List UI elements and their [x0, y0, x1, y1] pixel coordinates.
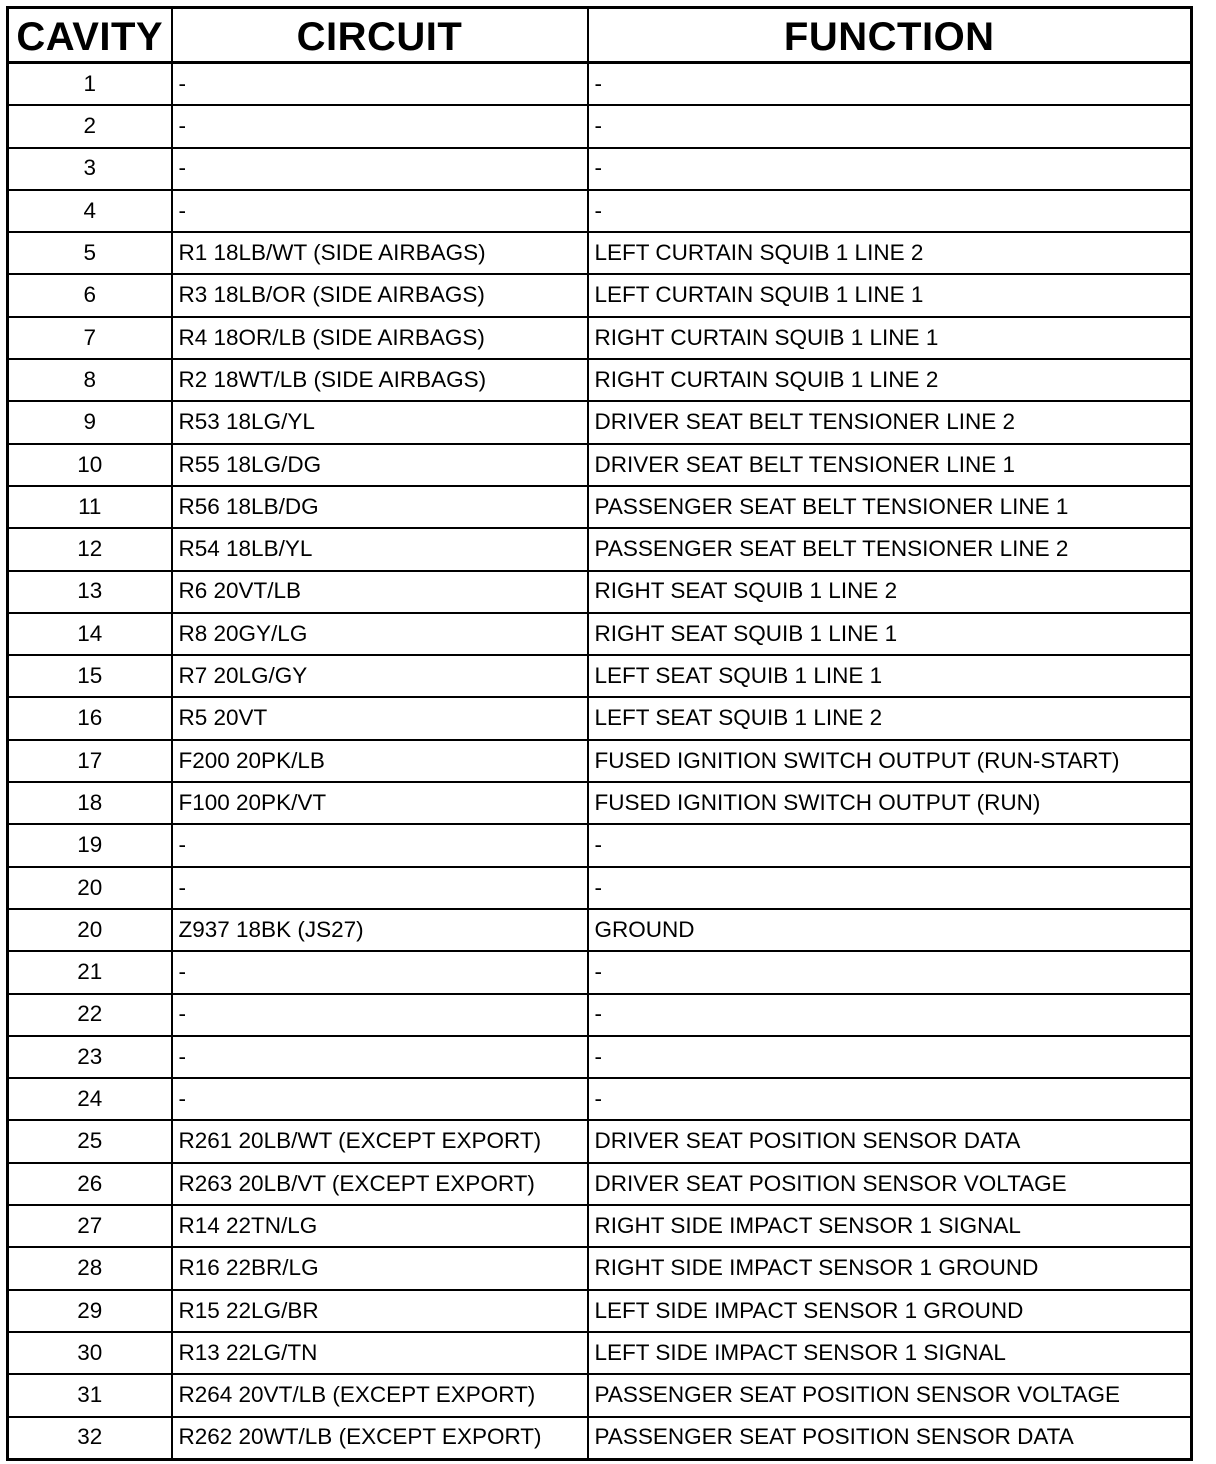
function-cell: -	[588, 148, 1192, 190]
function-cell: RIGHT CURTAIN SQUIB 1 LINE 2	[588, 359, 1192, 401]
circuit-cell: R8 20GY/LG	[172, 613, 588, 655]
circuit-cell: -	[172, 1078, 588, 1120]
cavity-cell: 2	[8, 105, 172, 147]
cavity-cell: 25	[8, 1120, 172, 1162]
table-row	[8, 1332, 1192, 1374]
table-row	[8, 782, 1192, 824]
table-row	[8, 105, 1192, 147]
circuit-cell: R7 20LG/GY	[172, 655, 588, 697]
connector-pinout-table	[6, 6, 1193, 1461]
table-row	[8, 1205, 1192, 1247]
function-cell: RIGHT SIDE IMPACT SENSOR 1 SIGNAL	[588, 1205, 1192, 1247]
function-cell: -	[588, 105, 1192, 147]
cavity-cell: 9	[8, 401, 172, 443]
cavity-cell: 22	[8, 994, 172, 1036]
cavity-cell: 26	[8, 1163, 172, 1205]
function-cell: LEFT SIDE IMPACT SENSOR 1 GROUND	[588, 1290, 1192, 1332]
circuit-cell: R15 22LG/BR	[172, 1290, 588, 1332]
function-cell: DRIVER SEAT POSITION SENSOR DATA	[588, 1120, 1192, 1162]
cavity-cell: 28	[8, 1247, 172, 1289]
circuit-cell: -	[172, 105, 588, 147]
cavity-cell: 7	[8, 317, 172, 359]
function-cell: LEFT CURTAIN SQUIB 1 LINE 2	[588, 232, 1192, 274]
function-cell: PASSENGER SEAT BELT TENSIONER LINE 2	[588, 528, 1192, 570]
circuit-cell: R53 18LG/YL	[172, 401, 588, 443]
circuit-cell: R55 18LG/DG	[172, 444, 588, 486]
table-row	[8, 63, 1192, 106]
table-row	[8, 1374, 1192, 1416]
cavity-cell: 1	[8, 63, 172, 106]
circuit-cell: R2 18WT/LB (SIDE AIRBAGS)	[172, 359, 588, 401]
table-row	[8, 317, 1192, 359]
circuit-cell: R264 20VT/LB (EXCEPT EXPORT)	[172, 1374, 588, 1416]
cavity-cell: 13	[8, 571, 172, 613]
table-row	[8, 1120, 1192, 1162]
circuit-cell: F200 20PK/LB	[172, 740, 588, 782]
cavity-cell: 4	[8, 190, 172, 232]
function-cell: PASSENGER SEAT POSITION SENSOR DATA	[588, 1417, 1192, 1460]
function-cell: -	[588, 190, 1192, 232]
function-cell: DRIVER SEAT POSITION SENSOR VOLTAGE	[588, 1163, 1192, 1205]
cavity-cell: 6	[8, 274, 172, 316]
cavity-cell: 23	[8, 1036, 172, 1078]
table-row	[8, 401, 1192, 443]
function-cell: -	[588, 63, 1192, 106]
circuit-cell: -	[172, 994, 588, 1036]
function-cell: PASSENGER SEAT BELT TENSIONER LINE 1	[588, 486, 1192, 528]
table-row	[8, 1247, 1192, 1289]
column-header-function: FUNCTION	[588, 8, 1192, 63]
function-cell: -	[588, 824, 1192, 866]
cavity-cell: 14	[8, 613, 172, 655]
function-cell: RIGHT SEAT SQUIB 1 LINE 2	[588, 571, 1192, 613]
table-row	[8, 697, 1192, 739]
cavity-cell: 8	[8, 359, 172, 401]
function-cell: -	[588, 994, 1192, 1036]
circuit-cell: R262 20WT/LB (EXCEPT EXPORT)	[172, 1417, 588, 1460]
table-row	[8, 1290, 1192, 1332]
cavity-cell: 20	[8, 909, 172, 951]
function-cell: GROUND	[588, 909, 1192, 951]
table-row	[8, 655, 1192, 697]
circuit-cell: -	[172, 951, 588, 993]
circuit-cell: -	[172, 824, 588, 866]
circuit-cell: F100 20PK/VT	[172, 782, 588, 824]
circuit-cell: R3 18LB/OR (SIDE AIRBAGS)	[172, 274, 588, 316]
circuit-cell: R56 18LB/DG	[172, 486, 588, 528]
table-row	[8, 1078, 1192, 1120]
cavity-cell: 29	[8, 1290, 172, 1332]
circuit-cell: R14 22TN/LG	[172, 1205, 588, 1247]
function-cell: -	[588, 1036, 1192, 1078]
table-row	[8, 909, 1192, 951]
table-row	[8, 613, 1192, 655]
circuit-cell: -	[172, 63, 588, 106]
cavity-cell: 20	[8, 867, 172, 909]
function-cell: LEFT SEAT SQUIB 1 LINE 2	[588, 697, 1192, 739]
circuit-cell: -	[172, 867, 588, 909]
column-header-cavity: CAVITY	[8, 8, 172, 63]
table-row	[8, 148, 1192, 190]
circuit-cell: -	[172, 148, 588, 190]
function-cell: FUSED IGNITION SWITCH OUTPUT (RUN)	[588, 782, 1192, 824]
table-row	[8, 232, 1192, 274]
cavity-cell: 31	[8, 1374, 172, 1416]
cavity-cell: 3	[8, 148, 172, 190]
circuit-cell: R16 22BR/LG	[172, 1247, 588, 1289]
cavity-cell: 18	[8, 782, 172, 824]
function-cell: LEFT SIDE IMPACT SENSOR 1 SIGNAL	[588, 1332, 1192, 1374]
function-cell: FUSED IGNITION SWITCH OUTPUT (RUN-START)	[588, 740, 1192, 782]
function-cell: RIGHT SIDE IMPACT SENSOR 1 GROUND	[588, 1247, 1192, 1289]
cavity-cell: 30	[8, 1332, 172, 1374]
circuit-cell: R5 20VT	[172, 697, 588, 739]
table-row	[8, 359, 1192, 401]
table-row	[8, 1036, 1192, 1078]
column-header-circuit: CIRCUIT	[172, 8, 588, 63]
table-row	[8, 824, 1192, 866]
circuit-cell: R54 18LB/YL	[172, 528, 588, 570]
cavity-cell: 11	[8, 486, 172, 528]
function-cell: RIGHT CURTAIN SQUIB 1 LINE 1	[588, 317, 1192, 359]
table-row	[8, 951, 1192, 993]
circuit-cell: R6 20VT/LB	[172, 571, 588, 613]
function-cell: RIGHT SEAT SQUIB 1 LINE 1	[588, 613, 1192, 655]
cavity-cell: 24	[8, 1078, 172, 1120]
circuit-cell: -	[172, 190, 588, 232]
cavity-cell: 16	[8, 697, 172, 739]
table-row	[8, 1163, 1192, 1205]
circuit-cell: R13 22LG/TN	[172, 1332, 588, 1374]
table-row	[8, 571, 1192, 613]
circuit-cell: Z937 18BK (JS27)	[172, 909, 588, 951]
function-cell: -	[588, 867, 1192, 909]
table-row	[8, 1417, 1192, 1460]
table-row	[8, 740, 1192, 782]
header-row	[8, 8, 1192, 63]
circuit-cell: -	[172, 1036, 588, 1078]
function-cell: LEFT CURTAIN SQUIB 1 LINE 1	[588, 274, 1192, 316]
circuit-cell: R261 20LB/WT (EXCEPT EXPORT)	[172, 1120, 588, 1162]
table-row	[8, 444, 1192, 486]
circuit-cell: R1 18LB/WT (SIDE AIRBAGS)	[172, 232, 588, 274]
table-row	[8, 274, 1192, 316]
function-cell: DRIVER SEAT BELT TENSIONER LINE 2	[588, 401, 1192, 443]
function-cell: -	[588, 1078, 1192, 1120]
cavity-cell: 5	[8, 232, 172, 274]
cavity-cell: 27	[8, 1205, 172, 1247]
table-row	[8, 190, 1192, 232]
table-row	[8, 867, 1192, 909]
circuit-cell: R263 20LB/VT (EXCEPT EXPORT)	[172, 1163, 588, 1205]
cavity-cell: 12	[8, 528, 172, 570]
table-row	[8, 486, 1192, 528]
cavity-cell: 10	[8, 444, 172, 486]
table-row	[8, 528, 1192, 570]
circuit-cell: R4 18OR/LB (SIDE AIRBAGS)	[172, 317, 588, 359]
function-cell: DRIVER SEAT BELT TENSIONER LINE 1	[588, 444, 1192, 486]
function-cell: LEFT SEAT SQUIB 1 LINE 1	[588, 655, 1192, 697]
cavity-cell: 21	[8, 951, 172, 993]
cavity-cell: 15	[8, 655, 172, 697]
cavity-cell: 19	[8, 824, 172, 866]
table-row	[8, 994, 1192, 1036]
function-cell: PASSENGER SEAT POSITION SENSOR VOLTAGE	[588, 1374, 1192, 1416]
cavity-cell: 17	[8, 740, 172, 782]
cavity-cell: 32	[8, 1417, 172, 1460]
function-cell: -	[588, 951, 1192, 993]
